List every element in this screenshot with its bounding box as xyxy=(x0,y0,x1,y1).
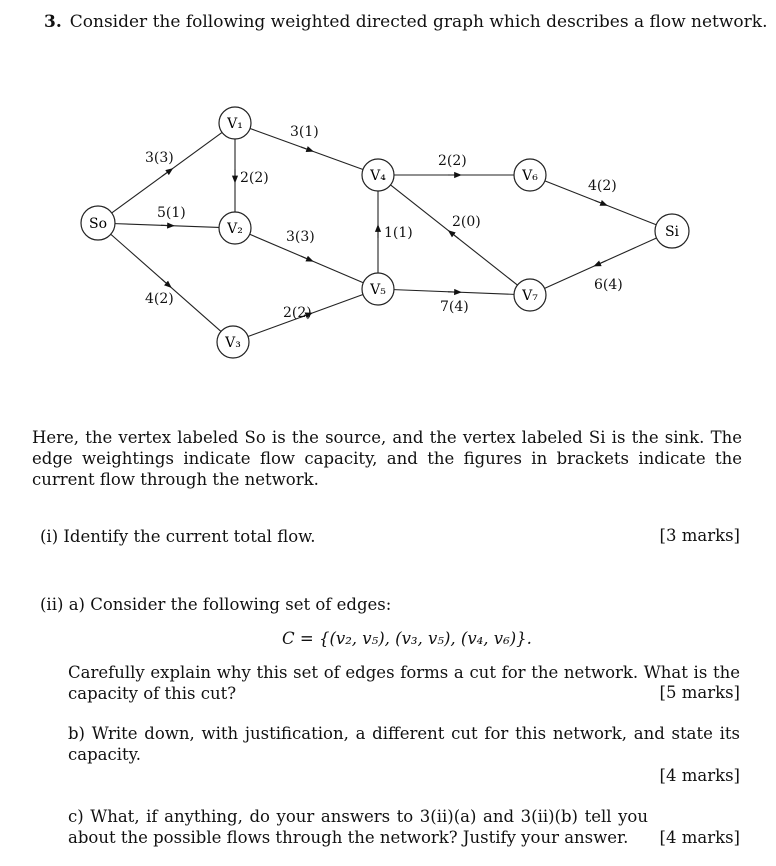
part-i xyxy=(40,526,316,547)
edge-label-v5-v7: 7(4) xyxy=(440,299,469,315)
cut-formula: C = {(v₂, v₅), (v₃, v₅), (v₄, v₆)}. xyxy=(282,629,532,648)
node-label-v6: V₆ xyxy=(522,168,538,184)
network-description: Here, the vertex labeled So is the source, and the vertex labeled Si is the sink. The edge weightings indicate flow capacity, and the figures in brackets indicate the current flow through the network. xyxy=(32,428,742,489)
part-ii-label: (ii) xyxy=(40,595,64,614)
node-label-v5: V₅ xyxy=(370,282,386,298)
part-ii-a-explain: Carefully explain why this set of edges forms a cut for the network. What is the capacity of this cut? xyxy=(68,663,740,703)
node-label-v3: V₃ xyxy=(225,335,241,351)
part-ii-c-marks: [4 marks] xyxy=(659,828,740,847)
part-i-marks: [3 marks] xyxy=(659,526,740,545)
edge-label-v3-v5: 2(2) xyxy=(283,305,312,321)
edge-v5-v7 xyxy=(394,290,514,295)
edge-label-v6-si: 4(2) xyxy=(588,178,617,194)
node-v4 xyxy=(362,159,394,191)
edge-so-v1 xyxy=(112,132,222,213)
question-intro: Consider the following weighted directed graph which describes a flow network. xyxy=(69,12,768,32)
edge-arrow-v7-v4 xyxy=(451,233,459,239)
edge-label-v4-v6: 2(2) xyxy=(438,153,467,169)
part-ii-b-marks: [4 marks] xyxy=(659,766,740,785)
edge-label-v2-v5: 3(3) xyxy=(286,229,315,245)
part-ii-a-marks: [5 marks] xyxy=(659,683,740,702)
node-label-v1: V₁ xyxy=(227,116,243,132)
node-v5 xyxy=(362,273,394,305)
edge-arrow-so-v3 xyxy=(161,279,169,286)
node-v2 xyxy=(219,212,251,244)
part-ii-c-text: c) What, if anything, do your answers to 3(ii)(a) and 3(ii)(b) tell you about the possible flows through the network? Justify your answer. xyxy=(68,807,648,847)
edge-label-v1-v2: 2(2) xyxy=(240,170,269,186)
part-i-text: Identify the current total flow. xyxy=(63,527,316,546)
edge-arrow-si-v7 xyxy=(597,261,606,265)
part-ii-a-text: a) Consider the following set of edges: xyxy=(68,595,392,614)
node-label-so: So xyxy=(88,216,108,232)
question-number: 3. xyxy=(44,12,62,32)
edge-label-v7-v4: 2(0) xyxy=(452,214,481,230)
edge-so-v3 xyxy=(111,234,221,331)
node-label-si: Si xyxy=(664,224,680,240)
question-header xyxy=(44,12,767,32)
node-v1 xyxy=(219,107,251,139)
edge-label-so-v2: 5(1) xyxy=(157,205,186,221)
node-v3 xyxy=(217,326,249,358)
part-ii-a xyxy=(40,594,391,615)
part-i-label: (i) xyxy=(40,527,59,546)
edge-arrow-so-v1 xyxy=(162,170,170,176)
edge-label-v5-v4: 1(1) xyxy=(384,225,413,241)
flow-network-graph xyxy=(0,95,776,375)
node-label-v7: V₇ xyxy=(522,288,538,304)
node-si xyxy=(655,214,689,248)
node-v6 xyxy=(514,159,546,191)
node-label-v4: V₄ xyxy=(370,168,386,184)
edge-arrow-v6-si xyxy=(595,201,604,205)
part-ii-b-text: b) Write down, with justification, a different cut for this network, and state its capacity. xyxy=(68,724,740,764)
edge-label-so-v1: 3(3) xyxy=(145,150,174,166)
edge-arrow-v1-v4 xyxy=(301,147,310,150)
edge-label-so-v3: 4(2) xyxy=(145,291,174,307)
node-so xyxy=(81,206,115,240)
edge-label-si-v7: 6(4) xyxy=(594,277,623,293)
edge-so-v2 xyxy=(115,224,219,228)
node-v7 xyxy=(514,279,546,311)
edge-label-v1-v4: 3(1) xyxy=(290,124,319,140)
edge-arrow-v2-v5 xyxy=(301,256,310,260)
node-label-v2: V₂ xyxy=(227,221,243,237)
